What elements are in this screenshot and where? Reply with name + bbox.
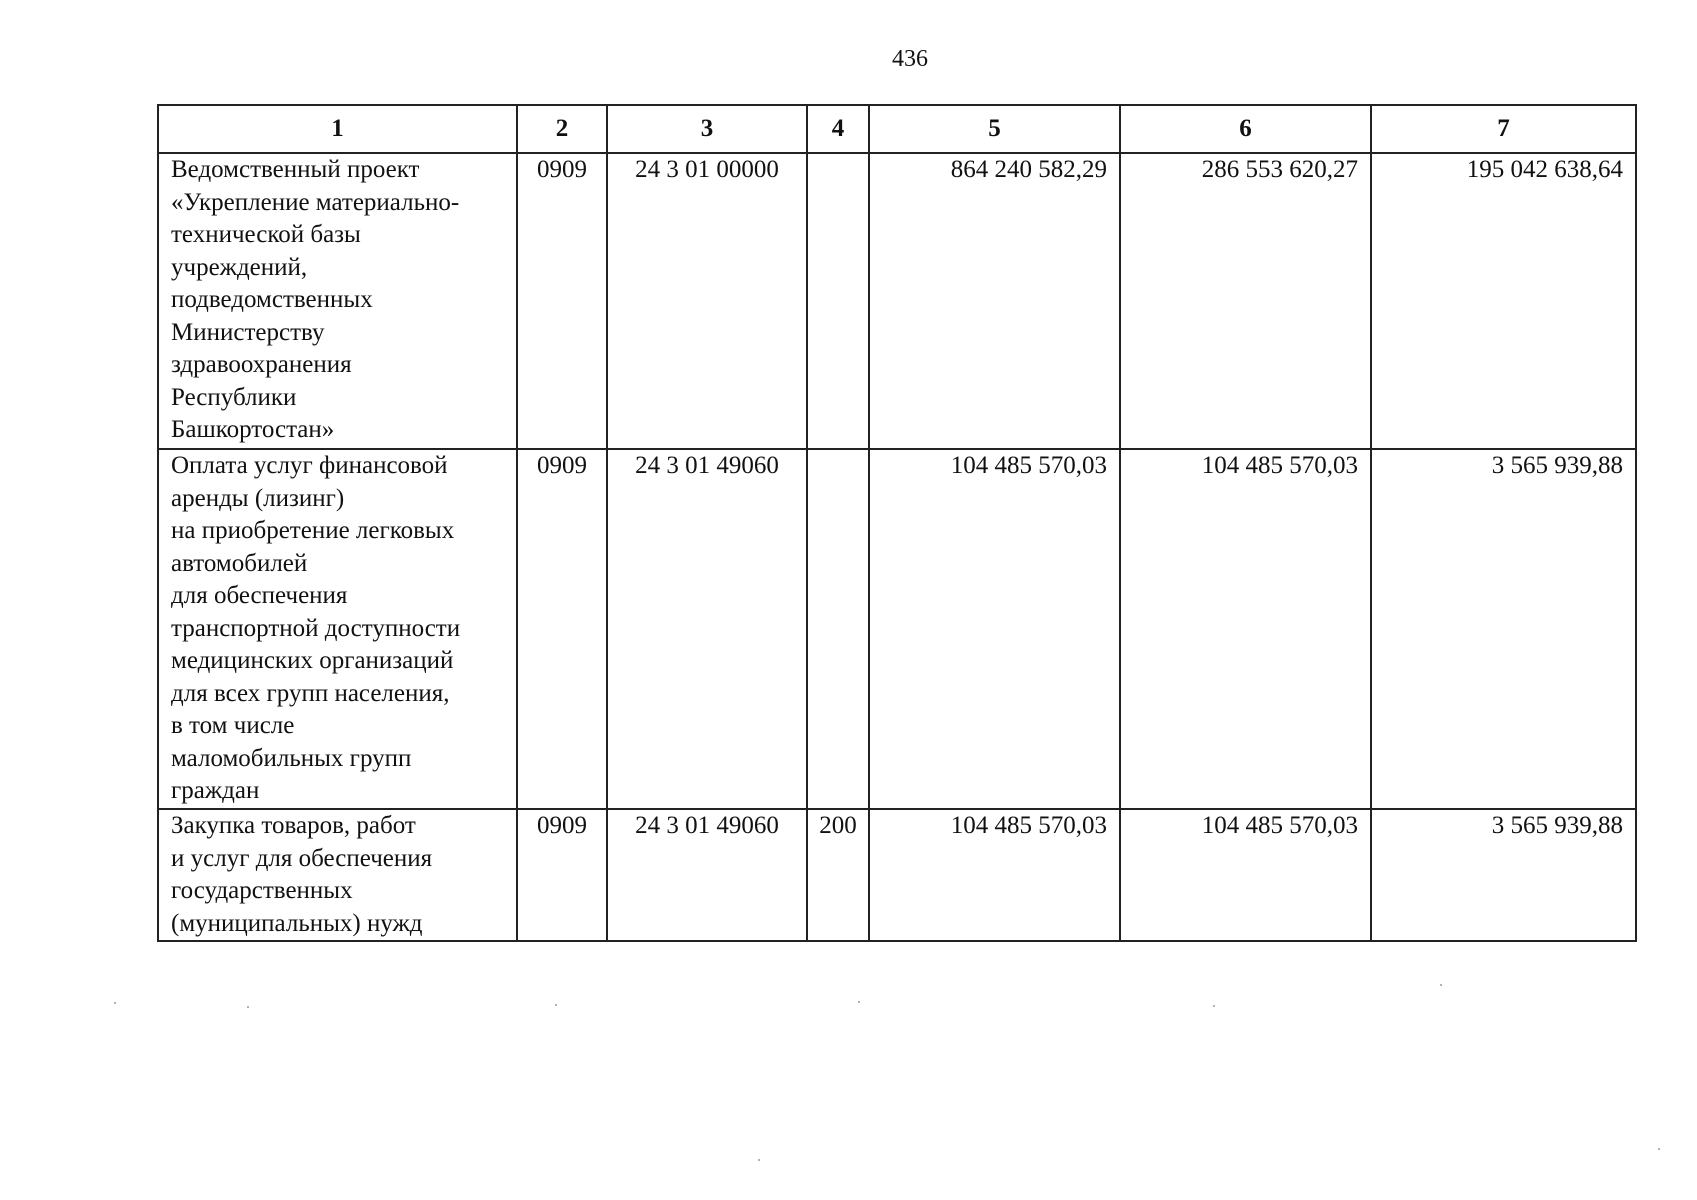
scan-speck	[1440, 984, 1442, 986]
row-amount-1: 104 485 570,03	[869, 809, 1120, 941]
row-amount-3: 195 042 638,64	[1371, 153, 1636, 449]
page-number: 436	[892, 46, 928, 72]
row-amount-2: 286 553 620,27	[1120, 153, 1371, 449]
column-header-3: 3	[607, 105, 807, 153]
scan-speck	[247, 1006, 249, 1008]
row-target-article: 24 3 01 00000	[607, 153, 807, 449]
row-amount-1: 864 240 582,29	[869, 153, 1120, 449]
table-row	[158, 449, 1636, 809]
row-expense-type	[807, 449, 869, 809]
budget-table	[157, 104, 1637, 942]
column-header-4: 4	[807, 105, 869, 153]
row-target-article: 24 3 01 49060	[607, 449, 807, 809]
scan-speck	[114, 1002, 116, 1004]
row-amount-2: 104 485 570,03	[1120, 449, 1371, 809]
column-header-2: 2	[517, 105, 607, 153]
row-section: 0909	[517, 449, 607, 809]
table-row	[158, 809, 1636, 941]
row-amount-3: 3 565 939,88	[1371, 809, 1636, 941]
row-target-article: 24 3 01 49060	[607, 809, 807, 941]
row-amount-2: 104 485 570,03	[1120, 809, 1371, 941]
scan-speck	[858, 1001, 860, 1003]
row-section: 0909	[517, 153, 607, 449]
row-description: Закупка товаров, работ и услуг для обеспечения государственных (муниципальных) нужд	[158, 809, 517, 941]
scan-speck	[1658, 1148, 1660, 1150]
scan-speck	[1213, 1005, 1215, 1007]
row-expense-type: 200	[807, 809, 869, 941]
row-expense-type	[807, 153, 869, 449]
row-amount-1: 104 485 570,03	[869, 449, 1120, 809]
table-row	[158, 153, 1636, 449]
row-description: Ведомственный проект «Укрепление материально- технической базы учреждений, подведомственных Министерству здравоохранения Республики Башкортостан»	[158, 153, 517, 449]
column-header-7: 7	[1371, 105, 1636, 153]
row-amount-3: 3 565 939,88	[1371, 449, 1636, 809]
row-section: 0909	[517, 809, 607, 941]
scan-speck	[555, 1004, 557, 1006]
scan-speck	[758, 1159, 760, 1161]
column-header-6: 6	[1120, 105, 1371, 153]
row-description: Оплата услуг финансовой аренды (лизинг) на приобретение легковых автомобилей для обеспечения транспортной доступности медицинских организаций для всех групп населения, в том числе маломобильных групп граждан	[158, 449, 517, 809]
table-header-row	[158, 105, 1636, 153]
column-header-1: 1	[158, 105, 517, 153]
column-header-5: 5	[869, 105, 1120, 153]
